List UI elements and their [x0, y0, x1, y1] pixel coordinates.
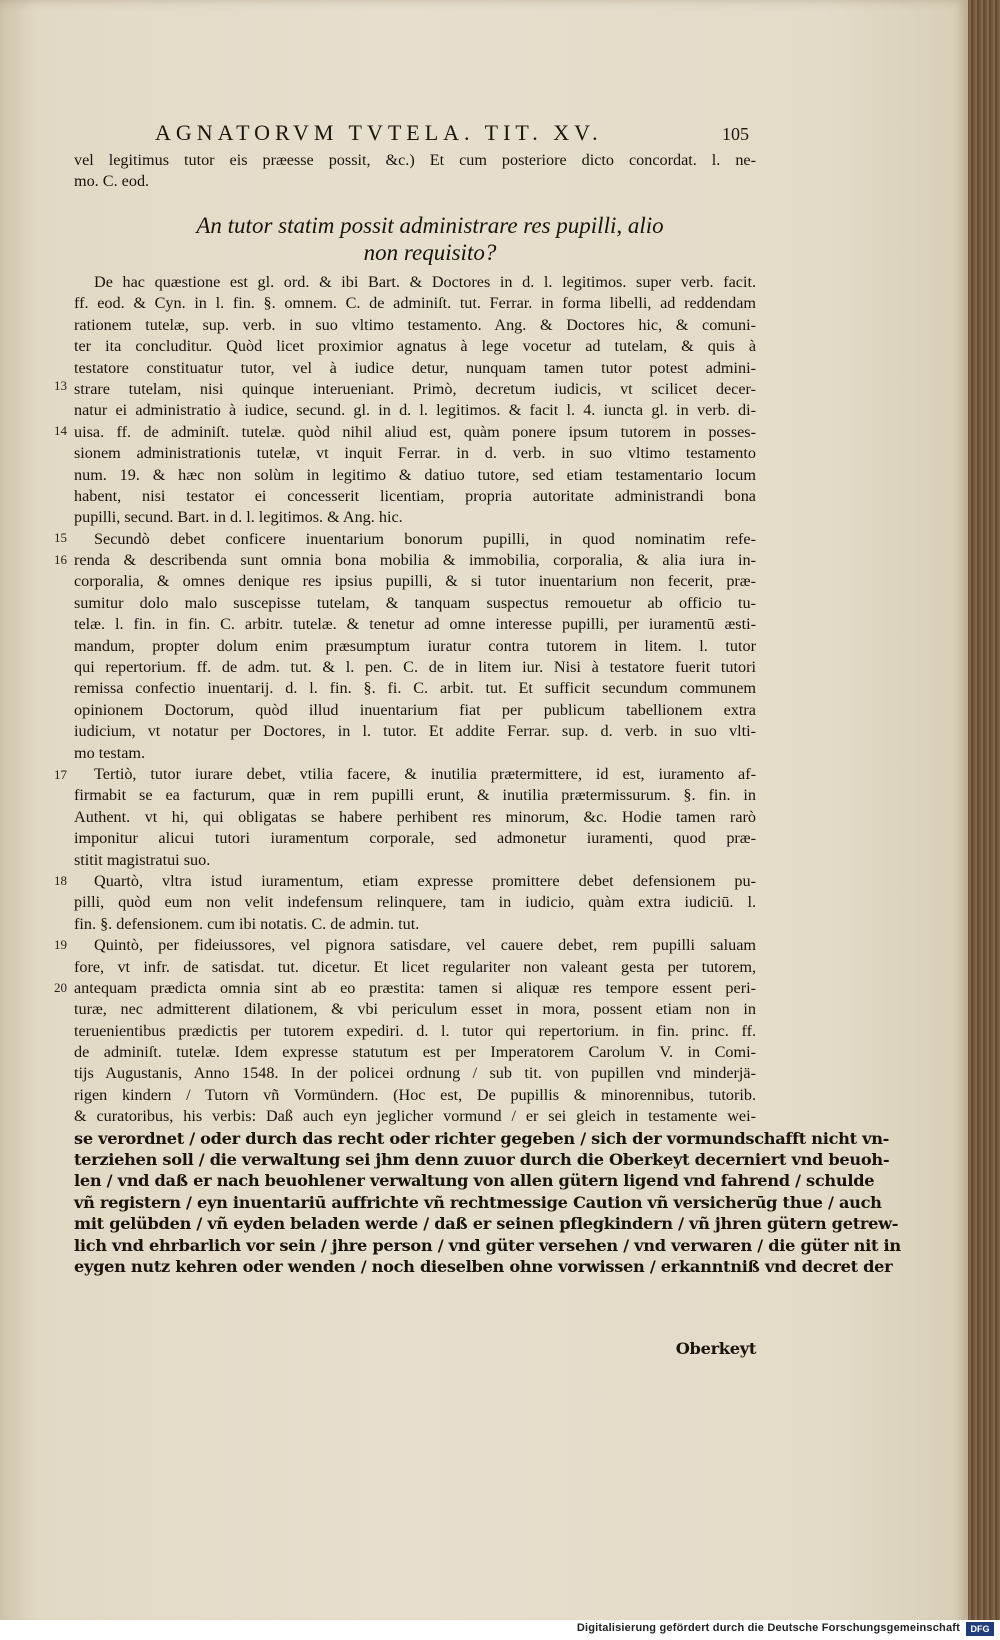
text-line: mandum, propter dolum enim præsumptum iuratur contra tutorem in litem. l. tutor: [74, 636, 756, 655]
text-line: mit gelübden / vñ eyden beladen werde / daß er seinen pflegkindern / vñ jhren gütern getrew-: [74, 1214, 899, 1234]
text-line: Tertiò, tutor iurare debet, vtilia facere, & inutilia prætermittere, id est, iuramento af-: [94, 764, 756, 783]
text-line: opinionem Doctorum, quòd illud inuentarium fiat per publicum tabellionem extra: [74, 700, 756, 719]
body-text: [74, 272, 901, 1277]
text-line: tijs Augustanis, Anno 1548. In der policei ordnung / sub tit. von pupillen vnd minderjä-: [74, 1064, 756, 1083]
text-line: remissa confectio inuentarij. d. l. fin. §. fi. C. arbit. tut. Et sufficit secundum communem: [74, 679, 756, 698]
text-line: Authent. vt hi, qui obligatas se habere perhibent res minorum, &c. Hodie tamen rarò: [74, 807, 756, 826]
text-line: fin. §. defensionem. cum ibi notatis. C. de admin. tut.: [74, 914, 420, 933]
text-line: teruenientibus prædictis per tutorem expediri. d. l. tutor qui repertorium. in fin. princ. ff.: [74, 1021, 756, 1040]
heading-line: non requisito?: [363, 240, 497, 265]
catchword: Oberkeyt: [675, 1339, 756, 1358]
dfg-logo: DFG: [966, 1622, 994, 1636]
text-line: vel legitimus tutor eis præesse possit, &c.) Et cum posteriore dicto concordat. l. ne-: [74, 151, 756, 169]
text-line: testatore constituatur tutor, vel à iudice detur, nunquam tamen tutor potest admini-: [74, 358, 756, 377]
text-line: vñ registern / eyn inuentariū auffrichte vñ rechtmessige Caution vñ versicherūg thue / auch: [74, 1192, 882, 1212]
top-lines: [74, 150, 756, 193]
text-line: eygen nutz kehren oder wenden / noch dieselben ohne vorwissen / erkanntniß vnd decret der: [74, 1256, 893, 1276]
margin-number: 16: [54, 552, 67, 567]
text-line: renda & describenda sunt omnia bona mobilia & immobilia, corporalia, & alia iura in-: [74, 551, 756, 570]
margin-number: 15: [54, 530, 67, 545]
catchword-box: [74, 1338, 756, 1359]
text-line: qui repertorium. ff. de adm. tut. & l. pen. C. de in litem iur. Nisi à testatore fuerit tutori: [74, 658, 756, 677]
text-line: mo testam.: [74, 743, 146, 762]
text-line: lich vnd ehrbarlich vor sein / jhre person / vnd güter versehen / vnd verwaren / die güter nit in: [74, 1235, 901, 1255]
text-line: de adminiſt. tutelæ. Idem expresse statutum est per Imperatorem Carolum V. in Comi-: [74, 1043, 756, 1062]
margin-number: 18: [54, 873, 67, 888]
text-line: num. 19. & hæc non solùm in legitimo & datiuo tutore, sed etiam testamentario locum: [74, 465, 756, 484]
text-line: natur ei administratio à iudice, secund. gl. in d. l. legitimos. & facit l. 4. iuncta gl. in verb. di-: [74, 401, 756, 420]
section-heading: [150, 212, 710, 266]
margin-number: 13: [54, 378, 67, 393]
text-line: pupilli, secund. Bart. in d. l. legitimos. & Ang. hic.: [74, 508, 403, 527]
text-line: imponitur alicui tutori iuramentum corporale, sed admonetur iuramenti, quod præ-: [74, 829, 756, 848]
heading-line: An tutor statim possit administrare res pupilli, alio: [196, 213, 664, 238]
text-line: firmabit se ea facturum, quæ in rem pupilli erunt, & inutilia prætermissurum. §. fin. in: [74, 786, 756, 805]
text-line: telæ. l. fin. in fin. C. arbitr. tutelæ. & tenetur ad omne interesse pupilli, per iuramentū æsti-: [74, 615, 756, 634]
page-edge: [968, 0, 1000, 1628]
running-head: AGNATORVM TVTELA. TIT. XV.: [155, 120, 603, 145]
text-line: De hac quæstione est gl. ord. & ibi Bart. & Doctores in d. l. legitimos. super verb. facit.: [94, 273, 756, 291]
text-line: terziehen soll / die verwaltung sei jhm denn zuuor durch die Oberkeyt decerniert vnd beuoh-: [74, 1150, 890, 1170]
text-line: habent, nisi testator ei concesserit licentiam, propria autoritate administrandi bona: [74, 486, 756, 505]
text-line: rationem tutelæ, sup. verb. in suo vltimo testamento. Ang. & Doctores hic, & comuni-: [74, 315, 756, 334]
text-line: Quintò, per fideiussores, vel pignora satisdare, vel cauere debet, rem pupilli saluam: [94, 936, 756, 955]
text-line: mo. C. eod.: [74, 172, 150, 191]
margin-number: 17: [54, 767, 67, 782]
text-line: len / vnd daß er nach beuohlener verwaltung von allen gütern ligend vnd fahrend / schulde: [74, 1171, 875, 1191]
text-line: & curatoribus, his verbis: Daß auch eyn jeglicher vormund / er sei gleich in testamente wei-: [74, 1107, 756, 1126]
footer-credit: Digitalisierung gefördert durch die Deutsche Forschungsgemeinschaft: [576, 1622, 960, 1634]
text-line: pilli, quòd eum non velit indefensum relinquere, tam in iudicio, quàm extra iudiciū. l.: [74, 893, 756, 912]
text-line: strare tutelam, nisi quinque interueniant. Primò, decretum iudicis, vt scilicet decer-: [74, 379, 756, 398]
text-line: corporalia, & omnes denique res ipsius pupilli, & si tutor inuentarium non fecerit, præ-: [74, 572, 756, 591]
text-line: antequam prædicta omnia sint ab eo præstita: tamen si aliquæ res tempore essent peri-: [74, 978, 756, 997]
text-line: Quartò, vltra istud iuramentum, etiam expresse promittere debet defensionem pu-: [94, 871, 756, 890]
text-line: ter ita concluditur. Quòd licet proximior agnatus à lege vocetur ad tutelam, & quis à: [74, 337, 756, 356]
text-line: fore, vt infr. de satisdat. tut. dicetur. Et licet regulariter non valeant gesta per tutorem,: [74, 957, 756, 976]
text-line: stitit magistratui suo.: [74, 850, 211, 869]
text-line: rigen kindern / Tutorn vñ Vormündern. (Hoc est, De pupillis & minorennibus, tutorib.: [74, 1085, 756, 1104]
text-line: se verordnet / oder durch das recht oder richter gegeben / sich der vormundschafft nicht vn-: [74, 1128, 890, 1148]
text-line: Secundò debet conficere inuentarium bonorum pupilli, in quod nominatim refe-: [94, 529, 756, 548]
folio-number: 105: [722, 124, 749, 144]
text-line: uisa. ff. de adminiſt. tutelæ. quòd nihil aliud est, quàm ponere ipsum tutorem in posses-: [74, 422, 756, 441]
text-line: sumitur dolo malo suscepisse tutelam, & tanquam suspectus remouetur ab officio tu-: [74, 593, 756, 612]
margin-number: 20: [54, 980, 67, 995]
text-line: sionem administrationis tutelæ, vt inquit Ferrar. in d. verb. in suo vltimo testamento: [74, 444, 756, 463]
text-line: iudicium, vt notatur per Doctores, in l. tutor. Et addite Ferrar. sup. d. verb. in suo vlti-: [74, 722, 756, 741]
margin-number: 19: [54, 937, 67, 952]
text-line: turæ, nec admitterent dilationem, & vbi periculum esset in mora, possent etiam non in: [74, 1000, 756, 1019]
margin-number: 14: [54, 423, 67, 438]
text-line: ff. eod. & Cyn. in l. fin. §. omnem. C. de adminiſt. tut. Ferrar. in forma libelli, ad reddendam: [74, 294, 756, 313]
